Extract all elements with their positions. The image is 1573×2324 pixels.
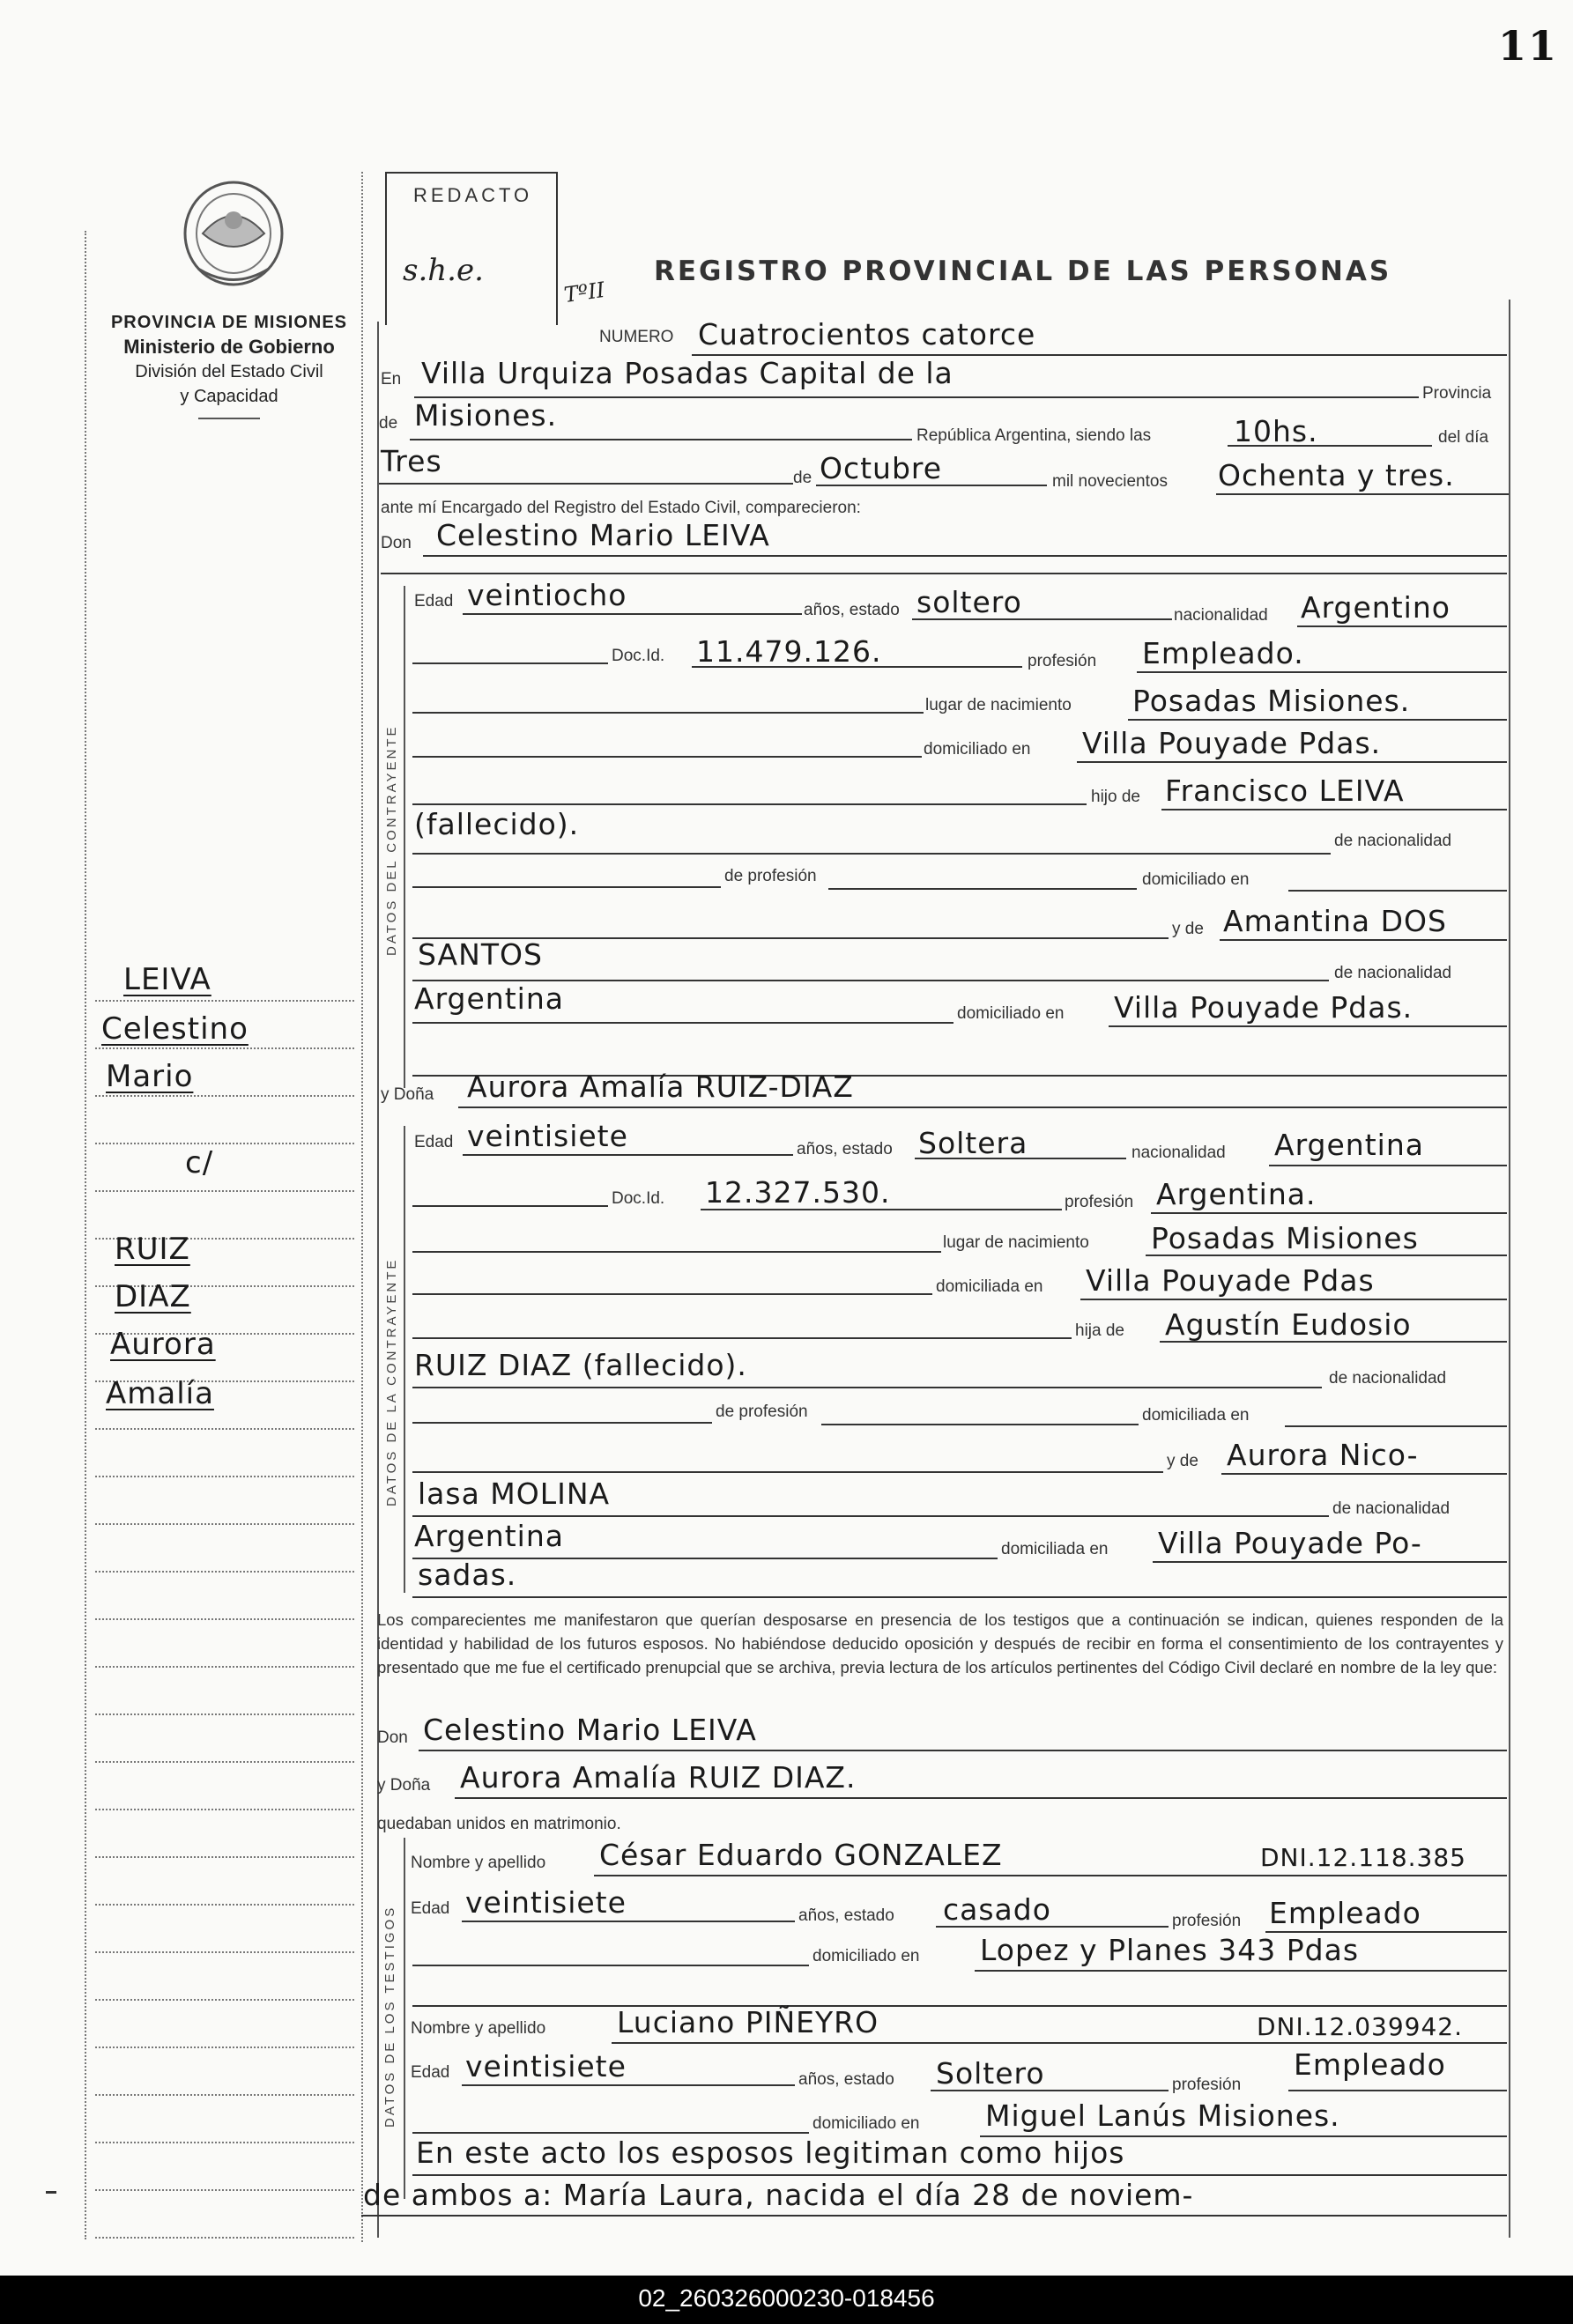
t1-dni: DNI.12.118.385 — [1260, 1843, 1466, 1872]
c2-domic-pre-line — [412, 1293, 932, 1295]
c2-lugar-nac-label: lugar de nacimiento — [943, 1233, 1089, 1252]
c1-madre-nac-label: de nacionalidad — [1334, 964, 1452, 982]
c1-doc-pre-line — [412, 662, 608, 664]
decl-don-line — [419, 1750, 1507, 1751]
margin-dotted-row — [95, 2094, 354, 2096]
form-right-border — [1509, 300, 1510, 2238]
dia-line — [379, 483, 793, 485]
c1-profesion-padre-line — [828, 888, 1137, 890]
c2-madre-cont-line — [412, 1515, 1329, 1517]
margin-surname-2b: DIAZ — [115, 1279, 191, 1314]
c2-madre-domic: Villa Pouyade Po- — [1158, 1526, 1422, 1560]
c1-doc: 11.479.126. — [696, 634, 882, 669]
de-mes-label: de — [793, 469, 812, 487]
margin-surname-1: LEIVA — [123, 962, 211, 997]
c1-profesion-padre-pre-line — [412, 886, 721, 888]
c2-prof-padre-line — [821, 1424, 1139, 1425]
c1-doc-label: Doc.Id. — [612, 647, 665, 665]
margin-dotted-row — [95, 1047, 354, 1049]
margin-dash — [46, 2191, 56, 2194]
en-label: En — [381, 370, 402, 389]
t1-estado: casado — [943, 1892, 1051, 1927]
issuer-capacity: y Capacidad — [180, 387, 278, 406]
issuer-separator — [198, 418, 260, 419]
c1-edad-label: Edad — [414, 592, 454, 611]
issuer-division: División del Estado Civil — [135, 362, 323, 381]
c1-madre-domic: Villa Pouyade Pdas. — [1114, 990, 1413, 1025]
c1-lugar-nac: Posadas Misiones. — [1132, 684, 1411, 718]
c1-padre: Francisco LEIVA — [1165, 773, 1405, 808]
c1-padre-line — [1161, 809, 1507, 810]
don-label: Don — [381, 534, 412, 552]
c2-nacionalidad-label: nacionalidad — [1132, 1143, 1226, 1162]
t1-final-line — [412, 2005, 1507, 2007]
t1-domic-pre-line — [412, 1965, 809, 1966]
contrayente1-side-label: DATOS DEL CONTRAYENTE — [384, 724, 399, 956]
c1-madre-domic-label: domiciliado en — [957, 1004, 1065, 1023]
t1-edad-label: Edad — [411, 1899, 450, 1918]
t2-edad-line — [462, 2084, 795, 2086]
margin-dotted-row — [95, 2237, 354, 2239]
contrayente1-nombre: Celestino Mario LEIVA — [436, 518, 770, 552]
c2-madre-cont: lasa MOLINA — [418, 1477, 611, 1511]
c2-hija-label: hija de — [1075, 1321, 1124, 1340]
margin-dotted-row — [95, 1999, 354, 2001]
margin-dotted-row — [95, 1761, 354, 1763]
quedaban-text: quedaban unidos en matrimonio. — [377, 1815, 621, 1833]
c2-de-nacionalidad-label: de nacionalidad — [1329, 1369, 1447, 1388]
c2-padre: Agustín Eudosio — [1165, 1307, 1412, 1342]
dona-label: y Doña — [381, 1085, 434, 1104]
margin-dotted-row — [95, 1143, 354, 1144]
provincia-value: Misiones. — [414, 398, 558, 433]
c2-domic-line — [1080, 1299, 1507, 1300]
margin-dotted-row — [95, 1856, 354, 1858]
anio-line — [1216, 493, 1509, 495]
t1-nombre-line — [594, 1875, 1507, 1876]
c1-profesion-line — [1137, 671, 1507, 673]
redacto-box — [385, 172, 558, 325]
c1-padre-cont: (fallecido). — [414, 807, 580, 841]
c1-de-nacionalidad-label: de nacionalidad — [1334, 832, 1452, 850]
numero-value: Cuatrocientos catorce — [698, 317, 1036, 352]
t1-domic-label: domiciliado en — [812, 1947, 920, 1965]
margin-dotted-row — [95, 2046, 354, 2048]
t2-nombre: Luciano PIÑEYRO — [617, 2005, 879, 2039]
tomo-mark: TºII — [562, 277, 606, 308]
c2-lugar-pre-line — [412, 1251, 941, 1253]
hora-value: 10hs. — [1234, 414, 1318, 448]
c1-hijo-pre-line — [412, 803, 1087, 805]
c1-hijo-label: hijo de — [1091, 788, 1140, 806]
margin-dotted-row — [95, 1428, 354, 1430]
anio-value: Ochenta y tres. — [1218, 458, 1455, 492]
de-label: de — [379, 414, 398, 433]
margin-dotted-row — [95, 2142, 354, 2143]
scan-id-bar — [0, 2276, 1573, 2324]
document-title: REGISTRO PROVINCIAL DE LAS PERSONAS — [654, 255, 1392, 287]
declaration-text: Los comparecientes me manifestaron que querían desposarse en presencia de los testigos que a continuación se indican, quienes responden de la identidad y habilidad de los futuros esposos. No habiéndose deducido oposición y después de recibir en forma el consentimiento de los contrayentes y presentado que me fue el certificado prenupcial que se archiva, previa lectura de los artículos pertinentes del Código Civil declaré en nombre de la ley que: — [377, 1610, 1503, 1676]
c2-doc-pre-line — [412, 1205, 608, 1207]
t1-anios-label: años, estado — [798, 1906, 894, 1925]
provincia-line — [410, 439, 912, 440]
margin-dotted-row — [95, 1951, 354, 1953]
margin-dotted-row — [95, 1095, 354, 1097]
c2-madre-nac-label: de nacionalidad — [1332, 1499, 1451, 1518]
contrayente2-nombre: Aurora Amalía RUIZ-DIAZ — [467, 1069, 854, 1104]
hora-line — [1228, 445, 1432, 447]
c1-profesion: Empleado. — [1142, 636, 1304, 670]
t1-edad: veintisiete — [465, 1885, 627, 1920]
ante-label: ante mí Encargado del Registro del Estado Civil, comparecieron: — [381, 499, 861, 517]
c1-domic-padre-line — [1288, 890, 1507, 892]
t1-estado-line — [936, 1926, 1169, 1928]
scan-id: 02_260326000230-018456 — [638, 2284, 935, 2312]
page-number: 11 — [1498, 22, 1559, 70]
margin-dotted-row — [95, 1000, 354, 1002]
t2-profesion-line — [1288, 2090, 1507, 2091]
margin-dotted-row — [95, 1571, 354, 1573]
mes-line — [816, 485, 1047, 486]
c1-de-profesion-label: de profesión — [724, 867, 817, 885]
t2-edad-label: Edad — [411, 2063, 450, 2082]
t1-profesion: Empleado — [1269, 1896, 1421, 1930]
margin-dotted-row — [95, 1809, 354, 1810]
c2-domic-label: domiciliada en — [936, 1277, 1043, 1296]
dia-value: Tres — [381, 444, 442, 478]
decl-dona-label: y Doña — [377, 1776, 431, 1795]
contrayente2-side-label: DATOS DE LA CONTRAYENTE — [384, 1257, 399, 1506]
margin-separator: c/ — [185, 1145, 214, 1181]
t2-profesion: Empleado — [1294, 2047, 1446, 2082]
margin-dotted-row — [95, 1190, 354, 1192]
c2-domic-padre-line — [1285, 1425, 1507, 1427]
t1-nombre: César Eduardo GONZALEZ — [599, 1838, 1003, 1872]
c2-profesion-label: profesión — [1065, 1193, 1134, 1211]
nota-line-1: En este acto los esposos legitiman como hijos — [416, 2135, 1125, 2170]
c1-lugar-nac-line — [1128, 719, 1507, 721]
margin-right-border — [361, 172, 363, 2242]
nota-line-2-rule — [361, 2215, 1507, 2217]
t1-domic-line — [975, 1970, 1507, 1972]
c2-madre-domic-cont: sadas. — [418, 1558, 517, 1592]
t2-nombre-line — [612, 2042, 1507, 2044]
c2-madre: Aurora Nico- — [1227, 1438, 1419, 1472]
c1-madre-line — [1220, 939, 1507, 941]
c2-madre-domic-line — [1153, 1561, 1507, 1563]
c2-prof-padre-pre-line — [412, 1422, 712, 1424]
margin-name-1b: Mario — [106, 1059, 194, 1094]
lugar-line — [414, 396, 1419, 398]
margin-dotted-row — [95, 1523, 354, 1525]
c1-domic-pre-line — [412, 756, 922, 758]
c2-padre-cont: RUIZ DIAZ (fallecido). — [414, 1348, 747, 1382]
mil-label: mil novecientos — [1052, 472, 1168, 491]
nota-line-2: de ambos a: María Laura, nacida el día 28 de noviem- — [363, 2178, 1194, 2212]
numero-label: NUMERO — [599, 328, 674, 346]
republica-label: República Argentina, siendo las — [916, 426, 1152, 445]
t2-domic-pre-line — [412, 2132, 809, 2134]
c1-doc-line — [692, 666, 1022, 668]
c2-estado: Soltera — [918, 1126, 1028, 1160]
testigos-bracket — [404, 1838, 405, 2199]
t2-edad: veintisiete — [465, 2049, 627, 2083]
c2-madre-nacionalidad: Argentina — [414, 1519, 564, 1553]
c2-profesion: Argentina. — [1156, 1177, 1317, 1211]
c2-padre-line — [1160, 1341, 1507, 1343]
testigos-side-label: DATOS DE LOS TESTIGOS — [382, 1905, 397, 2128]
t2-estado-line — [931, 2090, 1169, 2091]
margin-dotted-row — [95, 1713, 354, 1715]
issuer-ministry: Ministerio de Gobierno — [123, 336, 335, 358]
c2-domic: Villa Pouyade Pdas — [1086, 1263, 1375, 1298]
c1-profesion-label: profesión — [1028, 652, 1097, 670]
margin-dotted-row — [95, 1618, 354, 1620]
t1-domic: Lopez y Planes 343 Pdas — [980, 1933, 1360, 1967]
t2-domic-label: domiciliado en — [812, 2114, 920, 2133]
contrayente2-bracket — [404, 1126, 405, 1593]
c1-madre-nacionalidad-line — [412, 1022, 953, 1024]
contrayente2-nombre-line — [458, 1106, 1507, 1108]
c1-nacionalidad: Argentino — [1301, 590, 1451, 625]
c1-madre: Amantina DOS — [1223, 904, 1447, 938]
margin-name-2a: Aurora — [110, 1327, 216, 1362]
c1-edad-line — [463, 613, 802, 615]
c2-y-de-label: y de — [1167, 1452, 1198, 1470]
t2-nombre-label: Nombre y apellido — [411, 2019, 546, 2038]
form-left-border — [377, 322, 379, 2238]
c2-madre-pre-line — [412, 1471, 1163, 1473]
margin-dotted-row — [95, 2189, 354, 2191]
c1-estado-line — [912, 618, 1172, 620]
c1-lugar-nac-label: lugar de nacimiento — [925, 696, 1072, 714]
issuer-province: PROVINCIA DE MISIONES — [110, 313, 348, 332]
c2-nacionalidad: Argentina — [1274, 1128, 1424, 1162]
mes-value: Octubre — [820, 451, 943, 485]
t2-estado: Soltero — [936, 2056, 1045, 2091]
c2-doc-label: Doc.Id. — [612, 1189, 665, 1208]
decl-don-label: Don — [377, 1728, 408, 1747]
c2-final-line — [412, 1596, 1507, 1598]
margin-left-border — [85, 231, 86, 2239]
t1-profesion-label: profesión — [1172, 1912, 1242, 1930]
lugar-value: Villa Urquiza Posadas Capital de la — [421, 356, 953, 390]
t2-anios-label: años, estado — [798, 2070, 894, 2089]
issuer-block — [88, 310, 370, 419]
c1-estado: soltero — [916, 585, 1022, 619]
c1-domic-line — [1077, 761, 1507, 763]
c2-lugar-nac-line — [1146, 1255, 1507, 1256]
margin-dotted-row — [95, 1476, 354, 1477]
t2-dni: DNI.12.039942. — [1257, 2012, 1463, 2041]
c2-doc-line — [701, 1209, 1062, 1210]
del-dia-label: del día — [1438, 428, 1489, 447]
margin-name-1a: Celestino — [101, 1011, 249, 1047]
redacto-value: s.h.e. — [403, 253, 484, 288]
contrayente1-nombre-line2 — [381, 573, 1507, 574]
c2-anios-label: años, estado — [797, 1140, 893, 1158]
c2-domiciliada-en-label: domiciliada en — [1142, 1406, 1250, 1425]
c2-padre-cont-line — [412, 1387, 1322, 1388]
c2-nacionalidad-line — [1269, 1165, 1507, 1166]
c1-anios-label: años, estado — [804, 601, 900, 619]
c2-madre-domic-label: domiciliada en — [1001, 1540, 1109, 1558]
c1-domic-label: domiciliado en — [924, 740, 1031, 759]
margin-name-2b: Amalía — [106, 1376, 214, 1411]
margin-dotted-row — [95, 1666, 354, 1668]
c1-madre-nacionalidad: Argentina — [414, 981, 564, 1016]
c1-madre-cont: SANTOS — [418, 937, 543, 972]
c2-edad-line — [463, 1154, 793, 1156]
c2-edad-label: Edad — [414, 1133, 454, 1151]
decl-dona-line — [455, 1797, 1507, 1799]
c2-edad: veintisiete — [467, 1119, 628, 1153]
c2-hija-pre-line — [412, 1337, 1072, 1339]
margin-surname-2a: RUIZ — [115, 1232, 190, 1267]
c1-nacionalidad-line — [1297, 625, 1507, 627]
provincia-label: Provincia — [1422, 384, 1492, 403]
c1-lugar-pre-line — [412, 712, 924, 714]
province-seal-icon — [176, 172, 291, 291]
decl-dona: Aurora Amalía RUIZ DIAZ. — [460, 1760, 857, 1795]
c1-nacionalidad-label: nacionalidad — [1174, 606, 1268, 625]
t2-domic: Miguel Lanús Misiones. — [985, 2098, 1340, 2133]
c1-y-de-label: y de — [1172, 920, 1204, 938]
c1-edad: veintiocho — [467, 578, 627, 612]
contrayente1-nombre-line — [423, 555, 1507, 557]
c2-madre-line — [1221, 1473, 1507, 1475]
c1-domiciliado-en-label: domiciliado en — [1142, 870, 1250, 889]
c1-padre-cont-line — [412, 853, 1331, 855]
c2-lugar-nac: Posadas Misiones — [1151, 1221, 1419, 1255]
contrayente1-bracket — [404, 586, 405, 1088]
nota-line-1-rule — [412, 2174, 1507, 2176]
c2-doc: 12.327.530. — [705, 1175, 891, 1210]
decl-don: Celestino Mario LEIVA — [423, 1713, 757, 1747]
redacto-label: REDACTO — [413, 184, 533, 206]
c2-estado-line — [915, 1158, 1126, 1159]
c1-domic: Villa Pouyade Pdas. — [1082, 726, 1382, 760]
c2-profesion-line — [1151, 1212, 1507, 1214]
t1-edad-line — [462, 1921, 795, 1922]
t1-nombre-label: Nombre y apellido — [411, 1854, 546, 1872]
margin-dotted-row — [95, 1904, 354, 1906]
t2-profesion-label: profesión — [1172, 2076, 1242, 2094]
c2-de-profesion-label: de profesión — [716, 1403, 808, 1421]
c1-madre-domic-line — [1109, 1025, 1507, 1027]
